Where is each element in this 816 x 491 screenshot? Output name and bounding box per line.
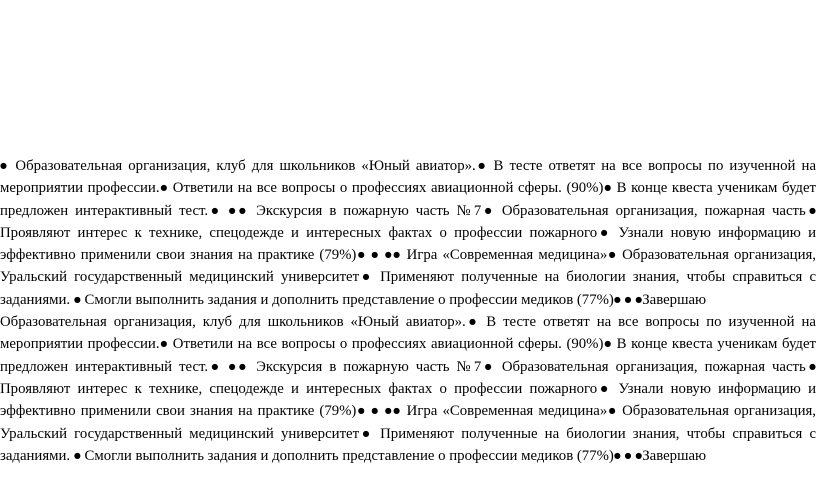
paragraph-text: В конце квеста ученикам будет предложен интерактивный тест. (0, 180, 816, 219)
paragraph-2 (0, 311, 816, 467)
paragraph-text: Узнали новую информацию и эффективно применили свои знания на практике (79%) (0, 380, 816, 420)
bullet-icon: ● (0, 161, 10, 170)
paragraph-text: В тесте ответят на все вопросы по изученной на мероприятии профессии. (0, 158, 816, 197)
bullet-icon: ● (805, 205, 816, 215)
paragraph-text: В конце квеста ученикам будет предложен интерактивный тест. (0, 336, 816, 375)
bullet-icon: ● (356, 406, 367, 416)
bullet-icon: ● (607, 406, 618, 416)
bullet-icon: ● (635, 450, 643, 460)
bullet-icon: ● (624, 450, 632, 460)
paragraph-text: Ответили на все вопросы о профессиях авиационной сферы. (90%) (168, 180, 604, 197)
document-body (0, 155, 816, 467)
bullet-icon: ● (465, 317, 480, 327)
bullet-icon: ● (393, 250, 402, 260)
bullet-icon: ● (359, 428, 373, 438)
bullet-icon: ● (635, 294, 643, 304)
bullet-icon: ● (359, 272, 373, 282)
bullet-icon: ● (238, 205, 250, 215)
paragraph-text: Узнали новую информацию и эффективно применили свои знания на практике (79%) (0, 224, 816, 264)
bullet-icon: ● (384, 250, 394, 260)
bullet-icon: ● (613, 294, 621, 304)
bullet-icon: ● (159, 183, 169, 193)
paragraph-text: Образовательная организация, Уральский государственный медицинский университет (0, 403, 816, 442)
paragraph-text: Экскурсия в пожарную часть №7 (249, 358, 482, 375)
bullet-icon: ● (393, 406, 402, 416)
paragraph-text: Игра «Современная медицина» (401, 403, 608, 420)
bullet-icon: ● (607, 250, 618, 260)
bullet-icon: ● (475, 161, 488, 170)
bullet-icon: ● (356, 250, 367, 260)
bullet-icon: ● (73, 450, 81, 460)
bullet-icon: ● (159, 339, 169, 349)
paragraph-text: Проявляют интерес к технике, спецодежде и интересных фактах о профессии пожарного (0, 380, 598, 397)
paragraph-1 (0, 155, 816, 311)
paragraph-text: Завершаю (642, 291, 707, 308)
paragraph-text: Ответили на все вопросы о профессиях авиационной сферы. (90%) (168, 336, 604, 353)
bullet-icon: ● (603, 183, 613, 193)
bullet-icon: ● (805, 361, 816, 371)
bullet-icon: ● (208, 205, 222, 215)
bullet-icon: ● (624, 294, 632, 304)
bullet-icon: ● (238, 361, 250, 371)
bullet-icon: ● (228, 361, 239, 371)
paragraph-text: Применяют полученные на биологии знания, чтобы справиться с заданиями. (0, 269, 816, 308)
paragraph-text (222, 203, 229, 219)
paragraph-text: Образовательная организация, клуб для школьников «Юный авиатор». (9, 158, 476, 174)
paragraph-text: Проявляют интерес к технике, спецодежде и интересных фактах о профессии пожарного (0, 224, 598, 241)
bullet-icon: ● (613, 450, 621, 460)
paragraph-text: Образовательная организация, клуб для школьников «Юный авиатор». (0, 314, 466, 331)
bullet-icon: ● (481, 205, 495, 215)
bullet-icon: ● (371, 406, 380, 416)
bullet-icon: ● (208, 361, 222, 371)
paragraph-text: Образовательная организация, Уральский государственный медицинский университет (0, 247, 816, 286)
bullet-icon: ● (228, 205, 239, 215)
bullet-icon: ● (603, 339, 613, 349)
bullet-icon: ● (371, 250, 380, 260)
paragraph-text (222, 359, 229, 375)
bullet-icon: ● (73, 294, 81, 304)
paragraph-text: Образовательная организация, пожарная часть (494, 202, 806, 219)
bullet-icon: ● (481, 361, 495, 371)
paragraph-text: В тесте ответят на все вопросы по изученной на мероприятии профессии. (0, 314, 816, 353)
bullet-icon: ● (384, 406, 394, 416)
paragraph-text: Образовательная организация, пожарная часть (494, 358, 806, 375)
paragraph-text: Применяют полученные на биологии знания, чтобы справиться с заданиями. (0, 425, 816, 464)
bullet-icon: ● (597, 383, 612, 393)
paragraph-text: Смогли выполнить задания и дополнить представление о профессии медиков (77%) (80, 291, 614, 308)
paragraph-text: Игра «Современная медицина» (401, 247, 608, 264)
paragraph-text: Завершаю (642, 447, 707, 464)
paragraph-text: Экскурсия в пожарную часть №7 (249, 202, 482, 219)
paragraph-text: Смогли выполнить задания и дополнить представление о профессии медиков (77%) (80, 447, 614, 464)
bullet-icon: ● (597, 227, 612, 237)
